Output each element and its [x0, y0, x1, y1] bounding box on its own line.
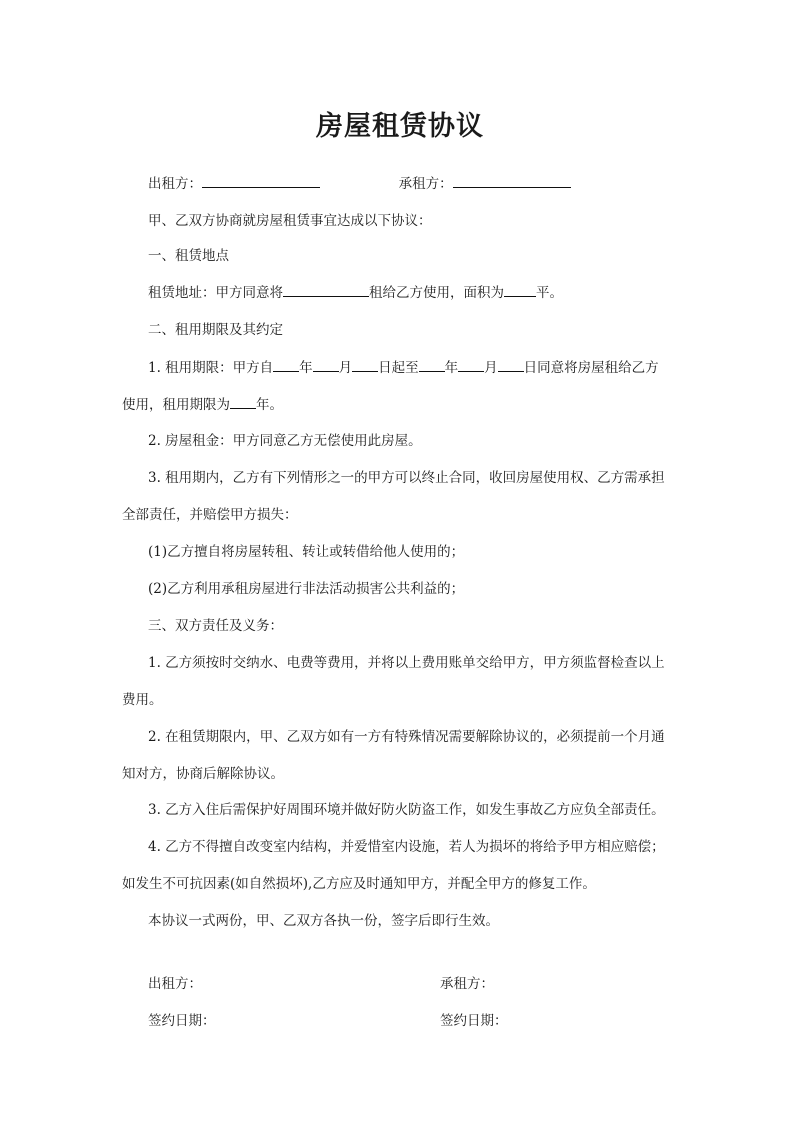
duty-4-line-1: 4. 乙方不得擅自改变室内结构，并爱惜室内设施，若人为损坏的将给予甲方相应赔偿； [148, 839, 665, 855]
address-line [148, 284, 563, 302]
address-text-c: 平。 [536, 285, 563, 301]
term-years-blank[interactable] [230, 396, 256, 409]
duty-2-line-2: 知对方，协商后解除协议。 [122, 766, 284, 782]
term-text-c: 使用，租用期限为 [122, 397, 230, 413]
clause-3-item-1: (1)乙方擅自将房屋转租、转让或转借给他人使用的； [148, 544, 465, 560]
address-blank[interactable] [283, 284, 369, 297]
clause-3-line-2: 全部责任，并赔偿甲方损失： [122, 507, 298, 523]
end-year-blank[interactable] [419, 359, 445, 372]
signing-date-right: 签约日期： [440, 1013, 508, 1029]
duty-4-line-2: 如发生不可抗因素(如自然损坏),乙方应及时通知甲方，并配全甲方的修复工作。 [122, 876, 596, 892]
end-day-blank[interactable] [498, 359, 524, 372]
duty-3: 3. 乙方入住后需保护好周围环境并做好防火防盗工作，如发生事故乙方应负全部责任。 [148, 802, 665, 818]
section-1-heading: 一、租赁地点 [148, 248, 229, 264]
start-day-blank[interactable] [352, 359, 378, 372]
signing-date-left: 签约日期： [148, 1013, 216, 1029]
section-2-heading: 二、租用期限及其约定 [148, 322, 283, 338]
month-label: 月 [338, 360, 353, 376]
month-label: 月 [484, 360, 498, 376]
duty-1-line-1: 1. 乙方须按时交纳水、电费等费用，并将以上费用账单交给甲方，甲方须监督检查以上 [148, 655, 665, 671]
lessee-blank[interactable] [453, 175, 571, 188]
address-text-b: 租给乙方使用，面积为 [369, 285, 504, 301]
section-3-heading: 三、双方责任及义务： [148, 618, 283, 634]
rent-clause: 2. 房屋租金：甲方同意乙方无偿使用此房屋。 [148, 433, 422, 449]
term-text-b: 日同意将房屋租给乙方 [523, 360, 659, 376]
closing-statement: 本协议一式两份，甲、乙双方各执一份，签字后即行生效。 [148, 913, 499, 929]
start-month-blank[interactable] [313, 359, 339, 372]
end-month-blank[interactable] [458, 359, 484, 372]
year-label: 年 [299, 360, 313, 376]
address-text-a: 租赁地址：甲方同意将 [148, 285, 283, 301]
clause-3-item-2: (2)乙方利用承租房屋进行非法活动损害公共利益的； [148, 581, 465, 597]
day-from-label: 日起至 [378, 360, 419, 376]
lessor-label: 出租方： [148, 176, 202, 192]
intro-paragraph: 甲、乙双方协商就房屋租赁事宜达成以下协议： [148, 213, 432, 229]
duty-2-line-1: 2. 在租赁期限内，甲、乙双方如有一方有特殊情况需要解除协议的，必须提前一个月通 [148, 729, 665, 745]
clause-3-line-1: 3. 租用期内，乙方有下列情形之一的甲方可以终止合同，收回房屋使用权、乙方需承担 [148, 470, 665, 486]
term-text-d: 年。 [256, 397, 283, 413]
year-label: 年 [444, 360, 459, 376]
lessee-label: 承租方： [398, 176, 453, 192]
signature-lessee-label: 承租方： [440, 976, 494, 992]
duty-1-line-2: 费用。 [122, 692, 163, 708]
document-title: 房屋租赁协议 [316, 111, 484, 142]
term-text-a: 1. 租用期限：甲方自 [148, 360, 274, 376]
term-line-1 [148, 359, 659, 377]
area-blank[interactable] [504, 284, 536, 297]
term-line-2 [122, 396, 283, 414]
parties-line [148, 175, 571, 193]
lessor-blank[interactable] [202, 175, 320, 188]
start-year-blank[interactable] [273, 359, 299, 372]
signature-lessor-label: 出租方： [148, 976, 202, 992]
